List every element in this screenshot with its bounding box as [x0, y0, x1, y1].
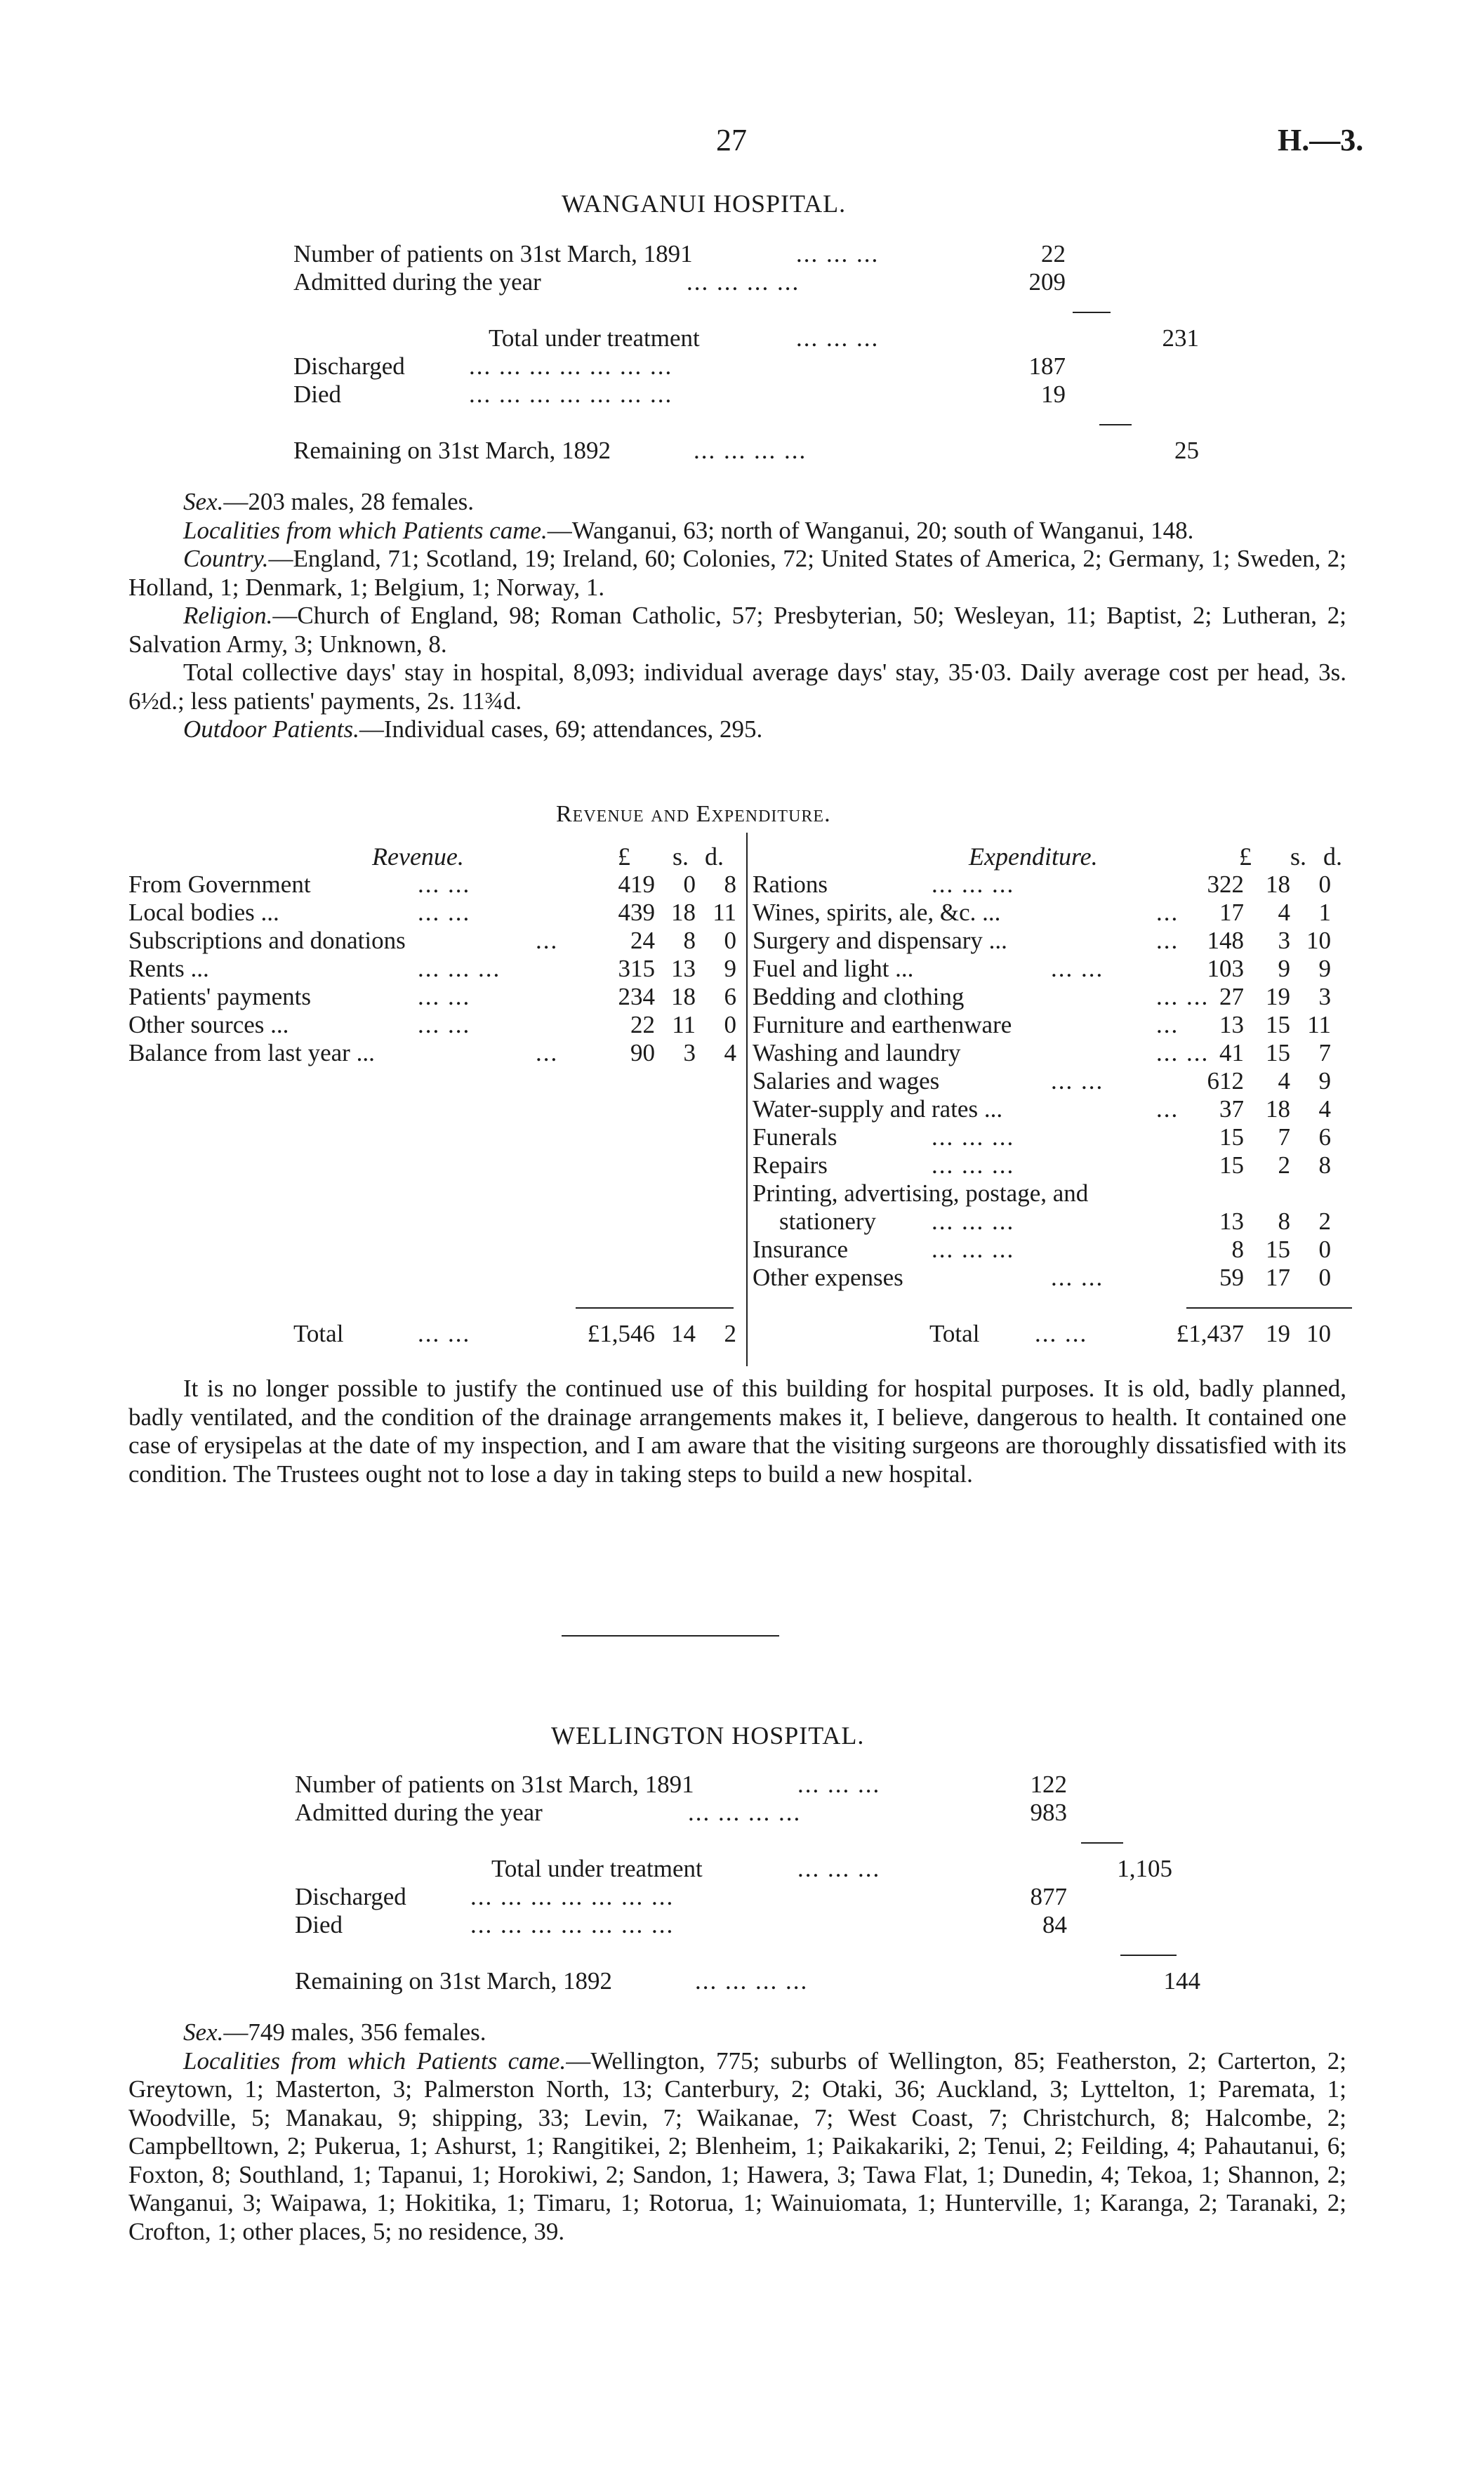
total-pence: 2 — [724, 1320, 736, 1347]
shillings: 7 — [1278, 1123, 1290, 1151]
leader-dots: ... ... ... — [796, 240, 880, 267]
expenditure-heading: Expenditure. — [969, 842, 1098, 871]
section-separator — [562, 1635, 779, 1637]
leader-dots: ... ... ... — [797, 1771, 881, 1798]
shillings: 15 — [1266, 1039, 1290, 1066]
shillings: 2 — [1278, 1151, 1290, 1179]
expenditure-label: Printing, advertising, postage, and — [753, 1179, 1089, 1207]
pounds: 103 — [1207, 955, 1244, 982]
stat-label: Died — [295, 1911, 343, 1938]
shillings: 11 — [672, 1011, 696, 1038]
wanganui-remarks — [128, 1375, 1346, 1488]
expenditure-label: Repairs — [753, 1151, 828, 1179]
wellington-details — [128, 2018, 1346, 2246]
leader-dots: ... ... ... — [932, 871, 1015, 898]
col-pounds: £ — [618, 842, 630, 871]
stat-row — [295, 1771, 1207, 1799]
pounds: 419 — [618, 871, 655, 898]
remaining-label: Remaining on 31st March, 1892 — [295, 1967, 613, 1995]
stat-value: 19 — [1041, 381, 1066, 408]
pounds: 22 — [630, 1011, 655, 1038]
stat-value: 877 — [1030, 1883, 1067, 1910]
shillings: 8 — [1278, 1208, 1290, 1235]
stat-value: 187 — [1028, 352, 1066, 380]
revenue-label: Balance from last year ... — [128, 1039, 375, 1066]
revenue-label: From Government — [128, 871, 311, 898]
shillings: 0 — [683, 871, 696, 898]
leader-dots: ... ... ... ... — [695, 1967, 809, 1995]
expenditure-row — [753, 1151, 1356, 1179]
wanganui-title: WANGANUI HOSPITAL. — [562, 190, 847, 218]
shillings: 18 — [1266, 871, 1290, 898]
col-pounds: £ — [1239, 842, 1252, 871]
stat-row — [293, 381, 1136, 409]
shillings: 15 — [1266, 1011, 1290, 1038]
religion-label: Religion. — [183, 602, 273, 629]
stat-label: Died — [293, 381, 342, 408]
shillings: 8 — [683, 927, 696, 954]
total-label: Total — [929, 1320, 980, 1347]
sex-label: Sex. — [183, 2018, 224, 2046]
pence: 11 — [713, 899, 736, 926]
pounds: 41 — [1219, 1039, 1244, 1066]
pence: 8 — [1318, 1151, 1331, 1179]
remaining-row — [293, 437, 1206, 465]
expenditure-row — [753, 1179, 1356, 1208]
pounds: 24 — [630, 927, 655, 954]
stat-row — [293, 268, 1136, 296]
leader-dots: ... ... ... ... — [688, 1799, 802, 1826]
expenditure-label: Furniture and earthenware — [753, 1011, 1012, 1038]
leader-dots: ... ... — [418, 899, 471, 926]
country-text: —England, 71; Scotland, 19; Ireland, 60; Colonies, 72; United States of America, 2; Germany, 1; Sweden, 2; Holland, 1; Denmark, 1; Belgium, 1; Norway, 1. — [128, 545, 1346, 601]
stat-label: Discharged — [293, 352, 405, 380]
total-pounds: £1,437 — [1176, 1320, 1244, 1347]
shillings: 17 — [1266, 1264, 1290, 1291]
expenditure-row — [753, 1039, 1356, 1067]
leader-dots: ... ... ... — [932, 1151, 1015, 1179]
leader-dots: ... ... ... — [796, 324, 880, 352]
stat-label: Number of patients on 31st March, 1891 — [295, 1771, 694, 1798]
remaining-row — [295, 1967, 1207, 1995]
revenue-label: Subscriptions and donations — [128, 927, 406, 954]
expenditure-row — [753, 1208, 1356, 1236]
col-pence: d. — [705, 842, 724, 871]
sum-rule — [1099, 424, 1132, 425]
col-pence: d. — [1323, 842, 1342, 871]
localities-label: Localities from which Patients came. — [183, 516, 548, 544]
pounds: 148 — [1207, 927, 1244, 954]
shillings: 4 — [1278, 899, 1290, 926]
leader-dots: ... ... ... — [797, 1855, 881, 1882]
stat-value: 122 — [1030, 1771, 1067, 1798]
pence: 2 — [1318, 1208, 1331, 1235]
pence: 10 — [1306, 927, 1331, 954]
total-shillings: 14 — [671, 1320, 696, 1347]
revenue-row — [128, 1039, 746, 1067]
shillings: 3 — [683, 1039, 696, 1066]
shillings: 3 — [1278, 927, 1290, 954]
leader-dots: ... — [1156, 927, 1179, 954]
pounds: 439 — [618, 899, 655, 926]
pounds: 37 — [1219, 1095, 1244, 1123]
stat-row — [293, 352, 1136, 381]
shillings: 19 — [1266, 983, 1290, 1010]
pence: 4 — [724, 1039, 736, 1066]
leader-dots: ... ... — [418, 871, 471, 898]
sex-label: Sex. — [183, 488, 224, 515]
revenue-label: Local bodies ... — [128, 899, 279, 926]
revenue-row — [128, 983, 746, 1011]
leader-dots: ... ... ... ... ... ... ... — [470, 1911, 675, 1938]
leader-dots: ... ... ... ... ... ... ... — [469, 352, 673, 380]
leader-dots: ... ... — [1156, 1039, 1210, 1066]
religion-text: —Church of England, 98; Roman Catholic, 57; Presbyterian, 50; Wesleyan, 11; Baptist, 2; Lutheran, 2; Salvation Army, 3; Unknown, 8. — [128, 602, 1346, 658]
leader-dots: ... ... ... ... — [694, 437, 807, 464]
total-value: 1,105 — [1117, 1855, 1172, 1882]
leader-dots: ... ... — [418, 983, 471, 1010]
expenditure-total-rule — [1186, 1307, 1352, 1309]
revenue-row — [128, 1011, 746, 1039]
revenue-row — [128, 899, 746, 927]
leader-dots: ... ... ... — [932, 1123, 1015, 1151]
leader-dots: ... ... ... — [932, 1208, 1015, 1235]
localities-label: Localities from which Patients came. — [183, 2047, 567, 2075]
pounds: 8 — [1231, 1236, 1244, 1263]
pence: 0 — [724, 1011, 736, 1038]
pounds: 15 — [1219, 1151, 1244, 1179]
shillings: 15 — [1266, 1236, 1290, 1263]
pence: 7 — [1318, 1039, 1331, 1066]
shillings: 18 — [671, 899, 696, 926]
col-shillings: s. — [673, 842, 689, 871]
expenditure-row — [753, 927, 1356, 955]
sex-text: —203 males, 28 females. — [223, 488, 475, 515]
revenue-total-rule — [576, 1307, 734, 1309]
stat-label: Admitted during the year — [295, 1799, 543, 1826]
revenue-label: Rents ... — [128, 955, 209, 982]
leader-dots: ... ... ... — [418, 955, 501, 982]
expenditure-row — [753, 955, 1356, 983]
stat-label: Number of patients on 31st March, 1891 — [293, 240, 693, 267]
stat-row — [295, 1911, 1207, 1939]
expenditure-row — [753, 1095, 1356, 1123]
leader-dots: ... ... — [1051, 955, 1104, 982]
stat-value: 22 — [1041, 240, 1066, 267]
pounds: 315 — [618, 955, 655, 982]
total-row — [293, 324, 1206, 352]
pounds: 17 — [1219, 899, 1244, 926]
shillings: 18 — [1266, 1095, 1290, 1123]
stat-value: 209 — [1028, 268, 1066, 296]
leader-dots: ... ... — [418, 1320, 471, 1347]
localities-text: —Wanganui, 63; north of Wanganui, 20; south of Wanganui, 148. — [547, 516, 1194, 544]
pence: 6 — [724, 983, 736, 1010]
expenditure-label: Rations — [753, 871, 828, 898]
leader-dots: ... ... ... ... — [687, 268, 800, 296]
expenditure-row — [753, 1123, 1356, 1151]
expenditure-label: Other expenses — [753, 1264, 903, 1291]
total-pounds: £1,546 — [587, 1320, 655, 1347]
leader-dots: ... ... — [1051, 1264, 1104, 1291]
expenditure-label: Wines, spirits, ale, &c. ... — [753, 899, 1001, 926]
total-row — [295, 1855, 1207, 1883]
total-shillings: 19 — [1266, 1320, 1290, 1347]
sum-rule — [1073, 312, 1111, 313]
wanganui-details — [128, 488, 1346, 744]
expenditure-label: Washing and laundry — [753, 1039, 961, 1066]
pounds: 27 — [1219, 983, 1244, 1010]
pence: 6 — [1318, 1123, 1331, 1151]
finance-heading: Revenue and Expenditure. — [556, 801, 831, 827]
total-pence: 10 — [1306, 1320, 1331, 1347]
pounds: 612 — [1207, 1067, 1244, 1095]
total-label: Total under treatment — [489, 324, 700, 352]
remaining-value: 25 — [1174, 437, 1199, 464]
revenue-label: Patients' payments — [128, 983, 312, 1010]
sex-text: —749 males, 356 females. — [223, 2018, 486, 2046]
localities-text: —Wellington, 775; suburbs of Wellington, 85; Featherston, 2; Carterton, 2; Greytown, 1; Masterton, 3; Palmerston North, 13; Canterbury, 2; Otaki, 36; Auckland, 3; Lyttelton, 1; Paremata, 1; Woodville, 5; Manakau, 9; shipping, 33; Levin, 7; Waikanae, 7; West Coast, 7; Christchurch, 8; Halcombe, 2; Campbelltown, 2; Pukerua, 1; Ashurst, 1; Rangitikei, 2; Blenheim, 1; Paikakariki, 2; Tenui, 2; Feilding, 4; Pahautanui, 6; Foxton, 8; Southland, 1; Tapanui, 1; Horokiwi, 2; Sandon, 1; Hawera, 3; Tawa Flat, 1; Dunedin, 4; Tekoa, 1; Shannon, 2; Wanganui, 3; Waipawa, 1; Hokitika, 1; Timaru, 1; Rotorua, 1; Wainuiomata, 1; Hunterville, 1; Karanga, 2; Taranaki, 2; Crofton, 1; other places, 5; no residence, 39. — [128, 2047, 1347, 2245]
expenditure-label: Water-supply and rates ... — [753, 1095, 1003, 1123]
revenue-row — [128, 927, 746, 955]
total-label: Total under treatment — [491, 1855, 703, 1882]
document-reference: H.—3. — [1278, 123, 1364, 157]
stat-value: 84 — [1042, 1911, 1067, 1938]
pence: 3 — [1318, 983, 1331, 1010]
stay-text: Total collective days' stay in hospital, 8,093; individual average days' stay, 35·03. Daily average cost per head, 3s. 6½d.; less patients' payments, 2s. 11¾d. — [128, 659, 1346, 715]
remarks-text: It is no longer possible to justify the continued use of this building for hospital purposes. It is old, badly planned, badly ventilated, and the condition of the drainage arrangements makes it, I believe, dangerous to health. It contained one case of erysipelas at the date of my inspection, and I am aware that the visiting surgeons are thoroughly dissatisfied with its condition. The Trustees ought not to lose a day in taking steps to build a new hospital. — [128, 1375, 1346, 1488]
expenditure-label: Bedding and clothing — [753, 983, 965, 1010]
pounds: 15 — [1219, 1123, 1244, 1151]
pence: 0 — [724, 927, 736, 954]
expenditure-label: Fuel and light ... — [753, 955, 914, 982]
pounds: 90 — [630, 1039, 655, 1066]
expenditure-label: Salaries and wages — [753, 1067, 940, 1095]
col-shillings: s. — [1290, 842, 1307, 871]
pounds: 322 — [1207, 871, 1244, 898]
expenditure-row — [753, 1011, 1356, 1039]
expenditure-row — [753, 1067, 1356, 1095]
expenditure-row — [753, 983, 1356, 1011]
pence: 8 — [724, 871, 736, 898]
shillings: 9 — [1278, 955, 1290, 982]
outdoor-text: —Individual cases, 69; attendances, 295. — [359, 715, 763, 743]
revenue-total-row — [128, 1320, 746, 1348]
leader-dots: ... ... — [418, 1011, 471, 1038]
shillings: 18 — [671, 983, 696, 1010]
revenue-row — [128, 871, 746, 899]
leader-dots: ... ... ... — [932, 1236, 1015, 1263]
leader-dots: ... ... — [1156, 983, 1210, 1010]
pounds: 13 — [1219, 1011, 1244, 1038]
leader-dots: ... ... — [1051, 1067, 1104, 1095]
leader-dots: ... — [1156, 1011, 1179, 1038]
expenditure-label: Surgery and dispensary ... — [753, 927, 1007, 954]
stat-row — [293, 240, 1136, 268]
table-divider — [746, 833, 748, 1366]
sum-rule — [1081, 1842, 1123, 1844]
stat-value: 983 — [1030, 1799, 1067, 1826]
pence: 0 — [1318, 1236, 1331, 1263]
leader-dots: ... ... ... ... ... ... ... — [470, 1883, 675, 1910]
revenue-label: Other sources ... — [128, 1011, 289, 1038]
pence: 0 — [1318, 1264, 1331, 1291]
pence: 9 — [1318, 1067, 1331, 1095]
leader-dots: ... — [1156, 899, 1179, 926]
stat-label: Discharged — [295, 1883, 406, 1910]
expenditure-label: Insurance — [753, 1236, 849, 1263]
pounds: 59 — [1219, 1264, 1244, 1291]
pence: 0 — [1318, 871, 1331, 898]
pounds: 234 — [618, 983, 655, 1010]
stat-label: Admitted during the year — [293, 268, 541, 296]
expenditure-total-row — [753, 1320, 1356, 1348]
country-label: Country. — [183, 545, 269, 572]
outdoor-label: Outdoor Patients. — [183, 715, 359, 743]
total-label: Total — [293, 1320, 344, 1347]
sum-rule — [1120, 1955, 1177, 1956]
revenue-heading: Revenue. — [372, 842, 464, 871]
leader-dots: ... — [536, 927, 559, 954]
shillings: 4 — [1278, 1067, 1290, 1095]
total-value: 231 — [1162, 324, 1199, 352]
wellington-title: WELLINGTON HOSPITAL. — [551, 1721, 865, 1750]
pounds: 13 — [1219, 1208, 1244, 1235]
pence: 11 — [1307, 1011, 1331, 1038]
leader-dots: ... — [536, 1039, 559, 1066]
page-number: 27 — [716, 123, 747, 157]
pence: 1 — [1318, 899, 1331, 926]
expenditure-label: stationery — [779, 1208, 877, 1235]
remaining-label: Remaining on 31st March, 1892 — [293, 437, 611, 464]
pence: 9 — [1318, 955, 1331, 982]
expenditure-row — [753, 871, 1356, 899]
stat-row — [295, 1883, 1207, 1911]
expenditure-row — [753, 1264, 1356, 1292]
expenditure-row — [753, 1236, 1356, 1264]
revenue-row — [128, 955, 746, 983]
remaining-value: 144 — [1163, 1967, 1200, 1995]
expenditure-row — [753, 899, 1356, 927]
leader-dots: ... — [1156, 1095, 1179, 1123]
stat-row — [295, 1799, 1207, 1827]
shillings: 13 — [671, 955, 696, 982]
leader-dots: ... ... ... ... ... ... ... — [469, 381, 673, 408]
pence: 9 — [724, 955, 736, 982]
leader-dots: ... ... — [1035, 1320, 1088, 1347]
pence: 4 — [1318, 1095, 1331, 1123]
expenditure-label: Funerals — [753, 1123, 837, 1151]
